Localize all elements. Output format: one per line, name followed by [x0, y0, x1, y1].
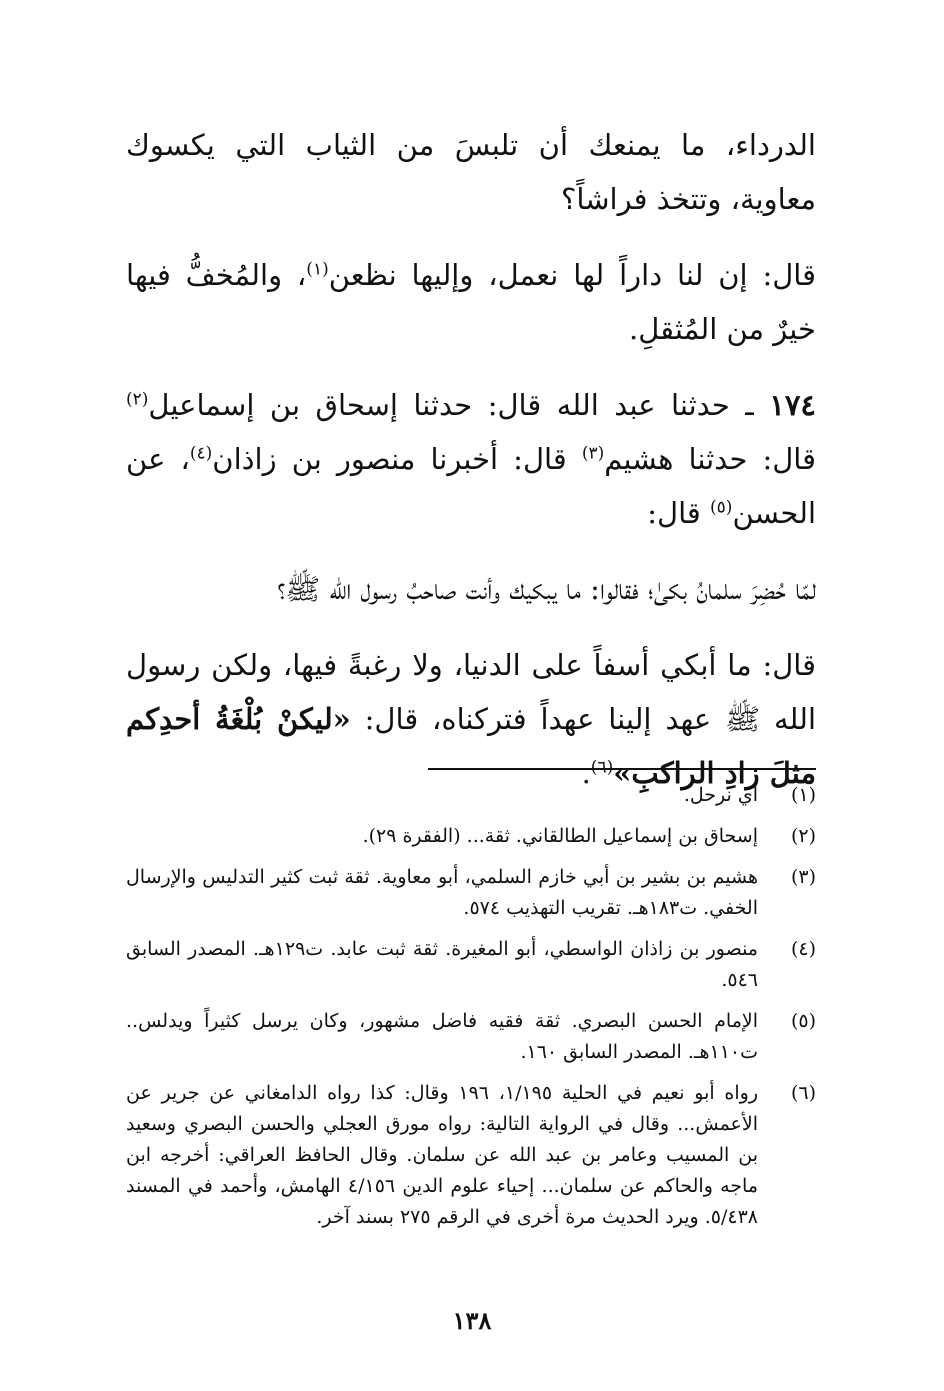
footnote-ref-3[interactable]: (٣)	[581, 443, 605, 464]
footnote-number: (٢)	[790, 825, 816, 847]
footnote-item	[126, 934, 816, 996]
paragraph-5	[126, 638, 816, 800]
footnote-ref-2[interactable]: (٢)	[126, 389, 149, 410]
footnote-ref-4[interactable]: (٤)	[189, 443, 213, 464]
hadith-quote: «ليكنْ بُلْغَةُ أحدِكم مثلَ زادِ الراكبِ»	[126, 702, 816, 790]
footnote-number: (١)	[790, 784, 816, 806]
footnote-number: (٤)	[790, 938, 816, 960]
footnote-item	[126, 1006, 816, 1068]
footnote-text: أي نرحل.	[683, 784, 758, 806]
footnote-number: (٥)	[790, 1010, 816, 1032]
paragraph-3-text-e: قال:	[647, 496, 711, 530]
paragraph-5-end: .	[581, 756, 591, 790]
footnotes	[126, 780, 816, 1243]
footnote-number: (٦)	[790, 1082, 816, 1104]
main-text	[126, 118, 816, 800]
hadith-number: ١٧٤	[769, 388, 816, 422]
footnote-item	[126, 780, 816, 811]
footnote-text: الإمام الحسن البصري. ثقة فقيه فاضل مشهور، وكان يرسل كثيراً ويدلس.. ت١١٠هـ. المصدر السابق ١٦٠.	[126, 1010, 758, 1063]
paragraph-2-text-a: قال: إن لنا داراً لها نعمل، وإليها نظعن	[328, 258, 817, 292]
footnote-ref-1[interactable]: (١)	[306, 259, 329, 280]
footnote-item	[126, 821, 816, 852]
page-number: ١٣٨	[452, 1306, 492, 1335]
footnote-divider	[428, 768, 816, 770]
paragraph-3-text-a: ـ حدثنا عبد الله قال: حدثنا إسحاق بن إسماعيل	[148, 388, 770, 422]
paragraph-4	[126, 562, 816, 616]
footnote-item	[126, 862, 816, 924]
paragraph-3	[126, 378, 816, 540]
footnote-item	[126, 1078, 816, 1233]
footnote-number: (٣)	[790, 866, 816, 888]
paragraph-1	[126, 118, 816, 226]
paragraph-2	[126, 248, 816, 356]
paragraph-3-text-c: قال: أخبرنا منصور بن زاذان	[212, 442, 582, 476]
footnote-ref-5[interactable]: (٥)	[710, 497, 733, 518]
paragraph-1-text: الدرداء، ما يمنعك أن تلبسَ من الثياب التي يكسوك معاوية، وتتخذ فراشاً؟	[126, 128, 816, 216]
paragraph-2-text-b: ، والمُخفُّ فيها خيرٌ من المُثقلِ.	[126, 258, 816, 346]
footnote-text: هشيم بن بشير بن أبي خازم السلمي، أبو معاوية. ثقة ثبت كثير التدليس والإرسال الخفي. ت١٨٣هـ. تقريب التهذيب ٥٧٤.	[126, 866, 758, 919]
footnote-ref-6[interactable]: (٦)	[590, 757, 614, 778]
paragraph-3-text-d: ، عن الحسن	[126, 442, 816, 530]
paragraph-3-text-b: قال: حدثنا هشيم	[604, 442, 817, 476]
paragraph-4-text: لمّا حُضِرَ سلمانُ بكىٰ؛ فقالوا: ما يبكيك وأنت صاحبُ رسول الله ﷺ؟	[277, 572, 816, 606]
footnote-text: منصور بن زاذان الواسطي، أبو المغيرة. ثقة ثبت عابد. ت١٢٩هـ. المصدر السابق ٥٤٦.	[126, 938, 758, 991]
footnote-text: رواه أبو نعيم في الحلية ١/١٩٥، ١٩٦ وقال: كذا رواه الدامغاني عن جرير عن الأعمش... وقال في الرواية التالية: رواه مورق العجلي والحسن البصري وسعيد بن المسيب وعامر بن عبد الله عن سلمان. وقال الحافظ العراقي: أخرجه ابن ماجه والحاكم عن سلمان... إحياء علوم الدين ٤/١٥٦ الهامش، وأحمد في المسند ٥/٤٣٨. ويرد الحديث مرة أخرى في الرقم ٢٧٥ بسند آخر.	[126, 1082, 759, 1228]
footnote-text: إسحاق بن إسماعيل الطالقاني. ثقة... (الفقرة ٢٩).	[362, 825, 758, 847]
paragraph-5-text-a: قال: ما أبكي أسفاً على الدنيا، ولا رغبةً فيها، ولكن رسول الله ﷺ عهد إلينا عهداً فتركناه، قال:	[126, 648, 816, 736]
